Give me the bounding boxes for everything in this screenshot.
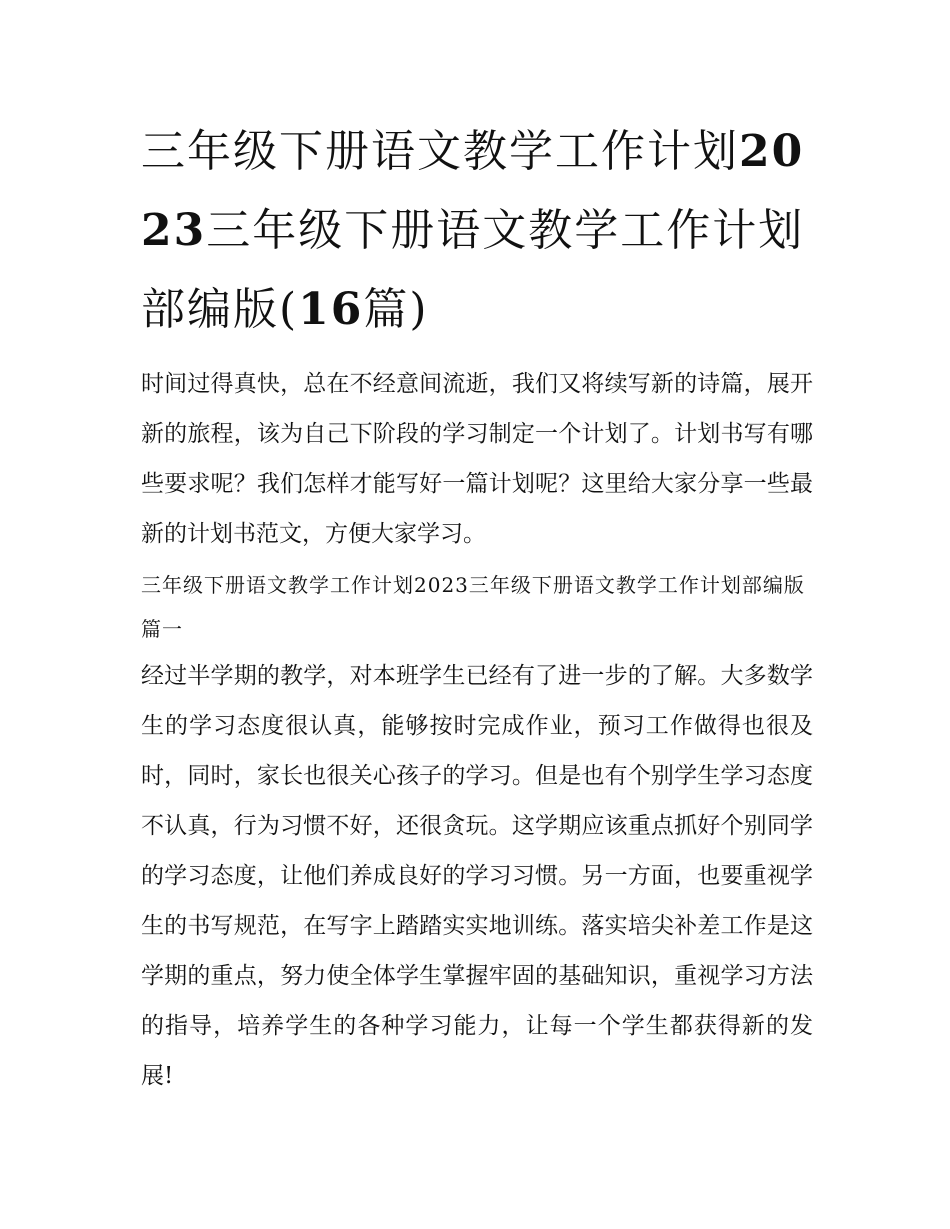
section-body-paragraph: 经过半学期的教学，对本班学生已经有了进一步的了解。大多数学生的学习态度很认真，能够按时完成作业，预习工作做得也很及时，同时，家长也很关心孩子的学习。但是也有个别学生学习态度不认真，行为习惯不好，还很贪玩。这学期应该重点抓好个别同学的学习态度，让他们养成良好的学习习惯。另一方面，也要重视学生的书写规范，在写字上踏踏实实地训练。落实培尖补差工作是这学期的重点，努力使全体学生掌握牢固的基础知识，重视学习方法的指导，培养学生的各种学习能力，让每一个学生都获得新的发展! bbox=[141, 663, 813, 1089]
document-title bbox=[141, 112, 813, 349]
intro-paragraph: 时间过得真快，总在不经意间流逝，我们又将续写新的诗篇，展开新的旅程，该为自己下阶段的学习制定一个计划了。计划书写有哪些要求呢？我们怎样才能写好一篇计划呢？这里给大家分享一些最新的计划书范文，方便大家学习。 bbox=[141, 371, 813, 547]
title-text-part3: 篇) bbox=[363, 284, 429, 335]
title-year: 2023 bbox=[141, 126, 805, 256]
document-page bbox=[141, 112, 813, 1101]
title-text-part1: 三年级下册语文教学工作计划 bbox=[141, 126, 739, 177]
title-count: 16 bbox=[298, 284, 364, 335]
section-heading: 三年级下册语文教学工作计划2023三年级下册语文教学工作计划部编版篇一 bbox=[141, 573, 805, 641]
title-text-part2: 三年级下册语文教学工作计划部编版( bbox=[141, 205, 805, 335]
